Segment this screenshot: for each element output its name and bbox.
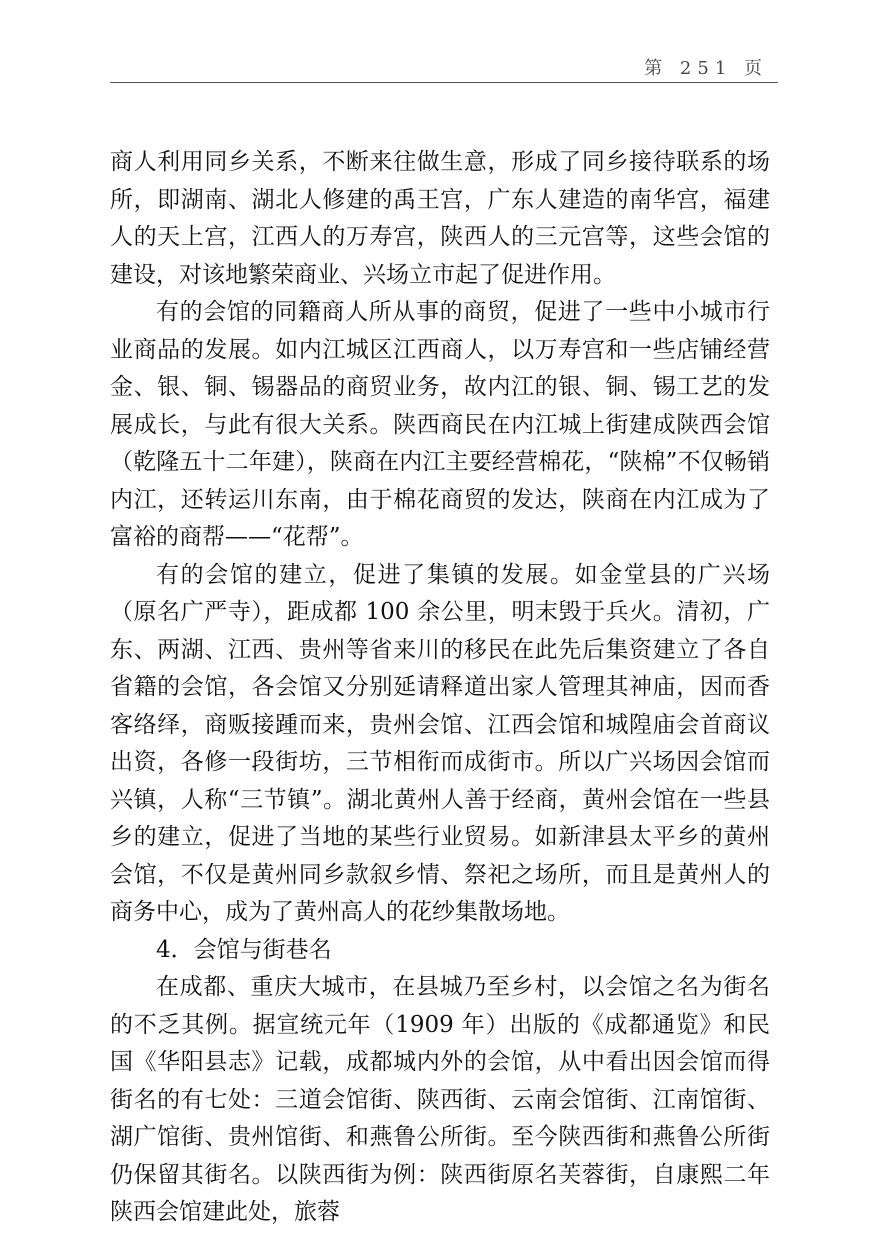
page-number: 第 251 页 <box>644 58 768 79</box>
section-heading: 4．会馆与街巷名 <box>156 936 332 963</box>
document-body <box>110 144 770 1232</box>
paragraph-1: 商人利用同乡关系，不断来往做生意，形成了同乡接待联系的场所，即湖南、湖北人修建的禹王宫，广东人建造的南华宫，福建人的天上宫，江西人的万寿宫，陕西人的三元宫等，这些会馆的建设，对该地繁荣商业、兴场立市起了促进作用。 <box>110 149 770 288</box>
paragraph-3: 有的会馆的建立，促进了集镇的发展。如金堂县的广兴场（原名广严寺），距成都 100 余公里，明末毁于兵火。清初，广东、两湖、江西、贵州等省来川的移民在此先后集资建立了各自省籍的会馆，各会馆又分别延请释道出家人管理其神庙，因而香客络绎，商贩接踵而来，贵州会馆、江西会馆和城隍庙会首商议出资，各修一段街坊，三节相衔而成街市。所以广兴场因会馆而兴镇，人称“三节镇”。湖北黄州人善于经商，黄州会馆在一些县乡的建立，促进了当地的某些行业贸易。如新津县太平乡的黄州会馆，不仅是黄州同乡款叙乡情、祭祀之场所，而且是黄州人的商务中心，成为了黄州高人的花纱集散场地。 <box>110 561 770 925</box>
paragraph-4: 在成都、重庆大城市，在县城乃至乡村，以会馆之名为街名的不乏其例。据宣统元年（1909 年）出版的《成都通览》和民国《华阳县志》记载，成都城内外的会馆，从中看出因会馆而得街名的有七处：三道会馆街、陕西街、云南会馆街、江南馆街、湖广馆街、贵州馆街、和燕鲁公所街。至今陕西街和燕鲁公所街仍保留其街名。以陕西街为例：陕西街原名芙蓉街，自康熙二年陕西会馆建此处，旅蓉 <box>110 974 770 1225</box>
paragraph-2: 有的会馆的同籍商人所从事的商贸，促进了一些中小城市行业商品的发展。如内江城区江西商人，以万寿宫和一些店铺经营金、银、铜、锡器品的商贸业务，故内江的银、铜、锡工艺的发展成长，与此有很大关系。陕西商民在内江城上街建成陕西会馆（乾隆五十二年建），陕商在内江主要经营棉花，“陕棉”不仅畅销内江，还转运川东南，由于棉花商贸的发达，陕商在内江成为了富裕的商帮——“花帮”。 <box>110 299 770 550</box>
page-header <box>110 52 778 83</box>
